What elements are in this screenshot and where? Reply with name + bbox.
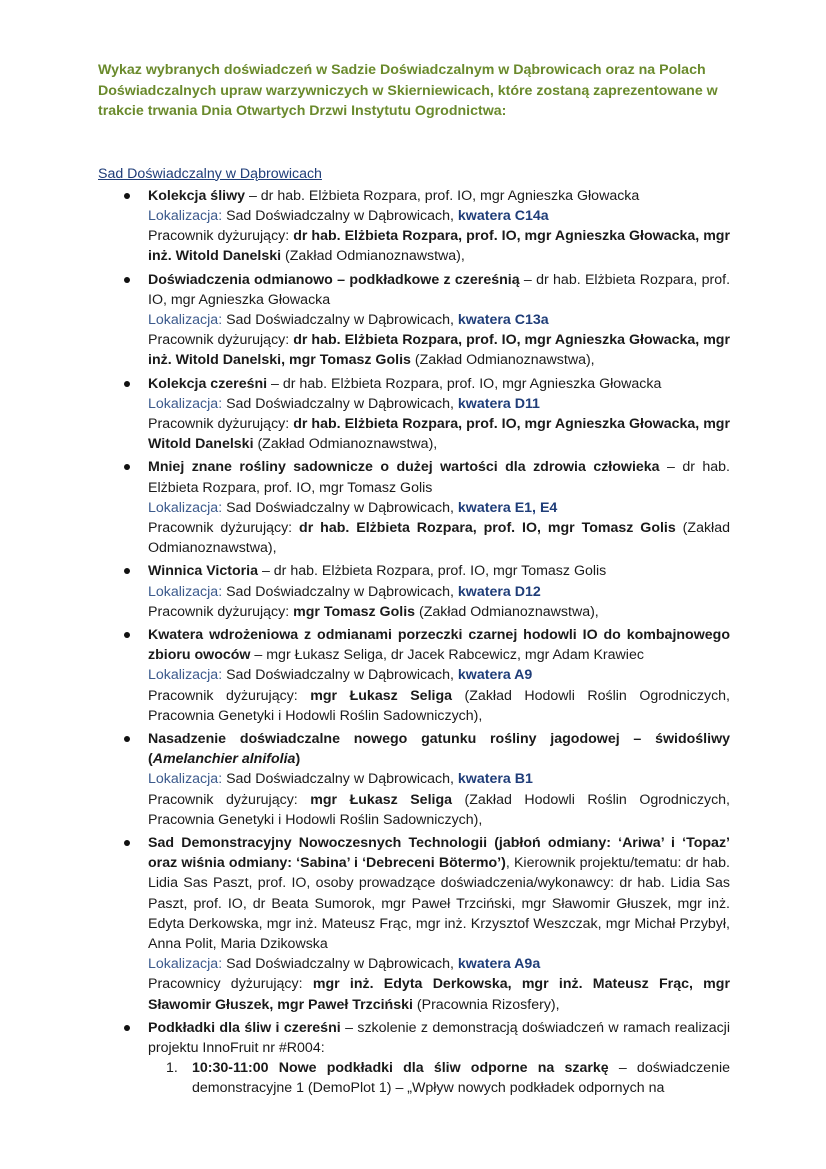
kwatera: kwatera D12 bbox=[457, 583, 541, 600]
duty-staff: dr hab. Elżbieta Rozpara, prof. IO, mgr Agnieszka Głowacka, mgr Witold Danelski bbox=[148, 415, 730, 453]
duty-label: Pracownik dyżurujący: bbox=[148, 228, 294, 245]
duty-label: Pracownicy dyżurujący: bbox=[148, 976, 313, 993]
location-label: Lokalizacja: bbox=[148, 771, 223, 788]
duty-staff: mgr Łukasz Seliga bbox=[310, 791, 453, 808]
location-label: Lokalizacja: bbox=[148, 311, 223, 328]
duty-staff: dr hab. Elżbieta Rozpara, prof. IO, mgr Agnieszka Głowacka, mgr inż. Witold Danelski, mgr Tomasz Golis bbox=[148, 332, 730, 369]
location-place: Sad Doświadczalny w Dąbrowicach, bbox=[222, 499, 458, 516]
sub-list-item bbox=[148, 1058, 730, 1098]
bullet-icon bbox=[124, 568, 130, 574]
item-authors: – mgr Łukasz Seliga, dr Jacek Rabcewicz, mgr Adam Krawiec bbox=[250, 647, 644, 664]
duty-department: (Zakład Odmianoznawstwa), bbox=[281, 248, 465, 265]
bullet-icon bbox=[124, 193, 130, 199]
location-label: Lokalizacja: bbox=[148, 583, 223, 600]
list-item bbox=[98, 374, 730, 455]
list-item bbox=[98, 270, 730, 371]
item-name: Kolekcja czereśni bbox=[148, 375, 268, 392]
bullet-icon bbox=[124, 381, 130, 387]
item-name: Kolekcja śliwy bbox=[148, 187, 245, 204]
bullet-icon bbox=[124, 1025, 130, 1031]
sub-item-text: – doświadczenie demonstracyjne 1 (DemoPlot 1) – „Wpływ nowych podkładek odpornych na bbox=[192, 1060, 730, 1097]
duty-staff: mgr Tomasz Golis bbox=[293, 603, 416, 620]
duty-department: (Zakład Hodowli Roślin Ogrodniczych, Pracownia Genetyki i Hodowli Roślin Sadowniczych), bbox=[148, 791, 730, 828]
item-authors: – dr hab. Elżbieta Rozpara, prof. IO, mgr Tomasz Golis bbox=[148, 459, 730, 496]
list-item bbox=[98, 1018, 730, 1099]
location-place: Sad Doświadczalny w Dąbrowicach, bbox=[222, 771, 458, 788]
location-place: Sad Doświadczalny w Dąbrowicach, bbox=[222, 583, 458, 600]
duty-department: (Pracownia Rizosfery), bbox=[412, 996, 560, 1013]
duty-label: Pracownik dyżurujący: bbox=[148, 603, 294, 620]
sub-list bbox=[148, 1058, 730, 1098]
sub-item-title: 10:30-11:00 Nowe podkładki dla śliw odporne na szarkę bbox=[192, 1060, 609, 1077]
duty-staff: mgr Łukasz Seliga bbox=[310, 687, 453, 704]
duty-staff: dr hab. Elżbieta Rozpara, prof. IO, mgr Tomasz Golis bbox=[299, 519, 676, 536]
list-item bbox=[98, 186, 730, 267]
kwatera: kwatera E1, E4 bbox=[457, 499, 558, 516]
kwatera: kwatera B1 bbox=[457, 771, 533, 788]
item-authors: – dr hab. Elżbieta Rozpara, prof. IO, mgr Agnieszka Głowacka bbox=[148, 271, 731, 308]
item-name-latin: Amelanchier alnifolia bbox=[152, 751, 296, 768]
item-name: Winnica Victoria bbox=[148, 563, 258, 580]
kwatera: kwatera D11 bbox=[457, 395, 540, 412]
bullet-icon bbox=[124, 632, 130, 638]
location-place: Sad Doświadczalny w Dąbrowicach, bbox=[222, 311, 458, 328]
location-label: Lokalizacja: bbox=[148, 395, 223, 412]
kwatera: kwatera A9a bbox=[457, 956, 541, 973]
item-name: Kwatera wdrożeniowa z odmianami porzeczki czarnej hodowli IO do kombajnowego zbioru owoców bbox=[148, 626, 730, 664]
location-place: Sad Doświadczalny w Dąbrowicach, bbox=[222, 667, 458, 684]
item-name: Doświadczenia odmianowo – podkładkowe z czereśnią bbox=[148, 271, 520, 288]
kwatera: kwatera C13a bbox=[457, 311, 549, 328]
bullet-icon bbox=[124, 277, 130, 283]
kwatera: kwatera C14a bbox=[457, 207, 549, 224]
location-label: Lokalizacja: bbox=[148, 667, 223, 684]
duty-department: (Zakład Odmianoznawstwa), bbox=[148, 519, 730, 557]
location-place: Sad Doświadczalny w Dąbrowicach, bbox=[222, 956, 458, 973]
kwatera: kwatera A9 bbox=[457, 667, 533, 684]
duty-label: Pracownik dyżurujący: bbox=[148, 332, 294, 349]
location-place: Sad Doświadczalny w Dąbrowicach, bbox=[222, 207, 458, 224]
location-label: Lokalizacja: bbox=[148, 499, 223, 516]
duty-label: Pracownik dyżurujący: bbox=[148, 791, 311, 808]
list-item bbox=[98, 833, 730, 1015]
item-name: Mniej znane rośliny sadownicze o dużej wartości dla zdrowia człowieka bbox=[148, 459, 660, 476]
item-authors: – dr hab. Elżbieta Rozpara, prof. IO, mgr Agnieszka Głowacka bbox=[267, 375, 662, 392]
duty-label: Pracownik dyżurujący: bbox=[148, 519, 300, 536]
item-name: Sad Demonstracyjny Nowoczesnych Technologii (jabłoń odmiany: ‘Ariwa’ i ‘Topaz’ oraz wiśnia odmiany: ‘Sabina’ i ‘Debreceni Bötermo’) bbox=[148, 835, 730, 872]
duty-department: (Zakład Odmianoznawstwa), bbox=[253, 436, 438, 453]
duty-staff: dr hab. Elżbieta Rozpara, prof. IO, mgr Agnieszka Głowacka, mgr inż. Witold Danelski bbox=[148, 228, 730, 265]
item-name-end: ) bbox=[295, 751, 301, 768]
location-label: Lokalizacja: bbox=[148, 956, 223, 973]
duty-label: Pracownik dyżurujący: bbox=[148, 415, 294, 432]
bullet-icon bbox=[124, 464, 130, 470]
list-item bbox=[98, 625, 730, 726]
location-place: Sad Doświadczalny w Dąbrowicach, bbox=[222, 395, 458, 412]
list-item bbox=[98, 457, 730, 558]
bullet-icon bbox=[124, 736, 130, 742]
duty-department: (Zakład Odmianoznawstwa), bbox=[410, 352, 595, 369]
location-label: Lokalizacja: bbox=[148, 207, 223, 224]
duty-department: (Zakład Odmianoznawstwa), bbox=[415, 603, 599, 620]
page-title: Wykaz wybranych doświadczeń w Sadzie Doświadczalnym w Dąbrowicach oraz na Polach Doświadczalnych upraw warzywniczych w Skierniewicach, które zostaną zaprezentowane w trakcie trwania Dnia Otwartych Drzwi Instytutu Ogrodnictwa: bbox=[98, 62, 718, 119]
item-authors: – szkolenie z demonstracją doświadczeń w ramach realizacji projektu InnoFruit nr #R004: bbox=[148, 1019, 730, 1057]
experiment-list bbox=[98, 186, 730, 1099]
sub-item-number: 1. bbox=[166, 1060, 178, 1077]
duty-label: Pracownik dyżurujący: bbox=[148, 687, 311, 704]
item-authors: , Kierownik projektu/tematu: dr hab. Lidia Sas Paszt, prof. IO, osoby prowadzące doświadczenia/wykonawcy: dr hab. Lidia Sas Paszt, prof. IO, dr Beata Sumorok, mgr Paweł Trzciński, mgr Sławomir Głuszek, mgr inż. Edyta Derkowska, mgr inż. Mateusz Frąc, mgr inż. Krzysztof Weszczak, mgr Michał Przybył, Anna Polit, Maria Dzikowska bbox=[148, 855, 731, 953]
item-name: Nasadzenie doświadczalne nowego gatunku rośliny jagodowej – świdośliwy ( bbox=[148, 730, 730, 768]
item-name: Podkładki dla śliw i czereśni bbox=[148, 1019, 341, 1036]
item-authors: – dr hab. Elżbieta Rozpara, prof. IO, mgr Agnieszka Głowacka bbox=[245, 187, 640, 204]
duty-staff: mgr inż. Edyta Derkowska, mgr inż. Mateusz Frąc, mgr Sławomir Głuszek, mgr Paweł Trzciński bbox=[148, 976, 730, 1013]
item-authors: – dr hab. Elżbieta Rozpara, prof. IO, mgr Tomasz Golis bbox=[258, 563, 607, 580]
duty-department: (Zakład Hodowli Roślin Ogrodniczych, Pracownia Genetyki i Hodowli Roślin Sadowniczych), bbox=[148, 687, 730, 724]
list-item bbox=[98, 729, 730, 830]
list-item bbox=[98, 561, 730, 622]
section-heading: Sad Doświadczalny w Dąbrowicach bbox=[98, 165, 322, 182]
bullet-icon bbox=[124, 840, 130, 846]
